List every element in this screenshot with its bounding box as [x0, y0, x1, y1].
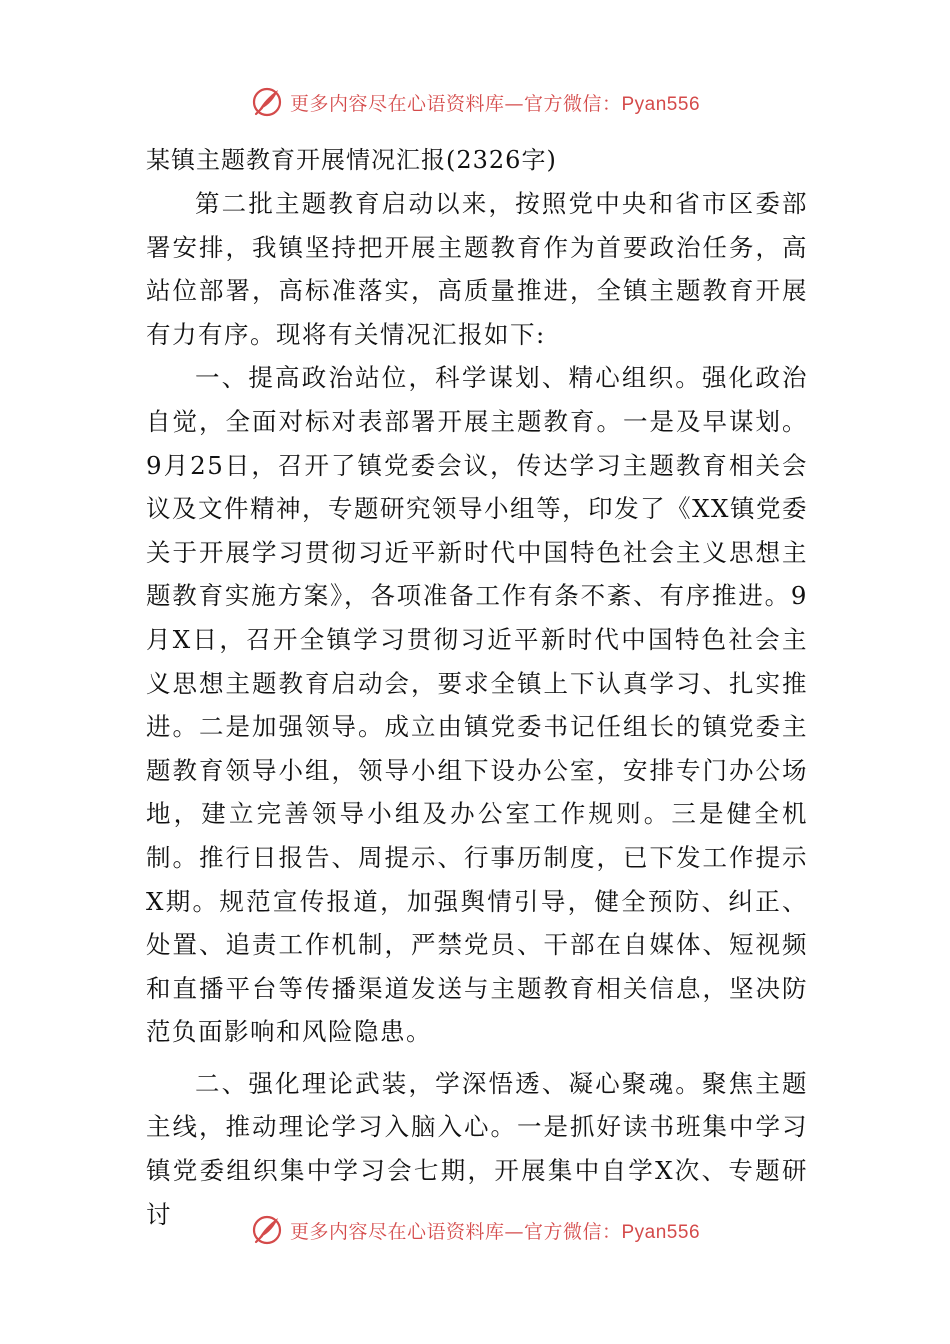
document-title: 某镇主题教育开展情况汇报(2326字): [146, 146, 557, 174]
quill-pen-icon: [250, 85, 284, 119]
paragraph-section-one: 一、提高政治站位，科学谋划、精心组织。强化政治自觉，全面对标对表部署开展主题教育。一是及早谋划。9月25日，召开了镇党委会议，传达学习主题教育相关会议及文件精神，专题研究领导小组等，印发了《XX镇党委关于开展学习贯彻习近平新时代中国特色社会主义思想主题教育实施方案》，各项准备工作有条不紊、有序推进。9月X日，召开全镇学习贯彻习近平新时代中国特色社会主义思想主题教育启动会，要求全镇上下认真学习、扎实推进。二是加强领导。成立由镇党委书记任组长的镇党委主题教育领导小组，领导小组下设办公室，安排专门办公场地，建立完善领导小组及办公室工作规则。三是健全机制。推行日报告、周提示、行事历制度，已下发工作提示X期。规范宣传报道，加强舆情引导，健全预防、纠正、处置、追责工作机制，严禁党员、干部在自媒体、短视频和直播平台等传播渠道发送与主题教育相关信息，坚决防范负面影响和风险隐患。: [146, 363, 808, 1047]
document-body: [146, 138, 808, 1236]
paragraph-section-two: 二、强化理论武装，学深悟透、凝心聚魂。聚焦主题主线，推动理论学习入脑入心。一是抓好读书班集中学习镇党委组织集中学习会七期，开展集中自学X次、专题研讨: [146, 1068, 808, 1229]
paragraph-intro: 第二批主题教育启动以来，按照党中央和省市区委部署安排，我镇坚持把开展主题教育作为首要政治任务，高站位部署，高标准落实，高质量推进，全镇主题教育开展有力有序。现将有关情况汇报如下:: [146, 189, 808, 349]
quill-pen-icon: [250, 1213, 284, 1247]
header-watermark: [0, 84, 950, 120]
watermark-text: 更多内容尽在心语资料库—官方微信：Pyan556: [289, 1220, 701, 1243]
watermark-text: 更多内容尽在心语资料库—官方微信：Pyan556: [289, 92, 701, 115]
footer-watermark: [0, 1212, 950, 1248]
